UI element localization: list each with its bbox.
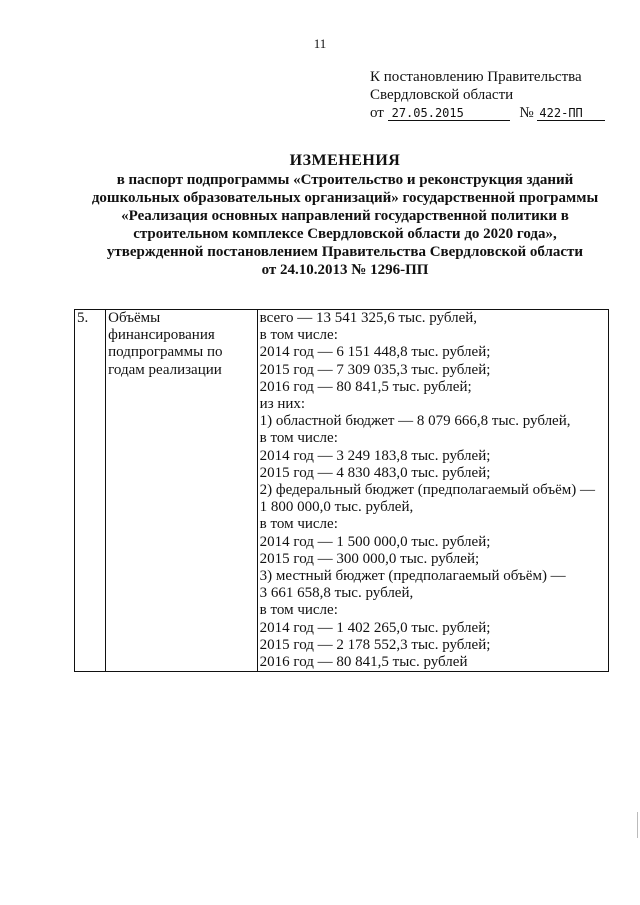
content-line: 2014 год — 1 500 000,0 тыс. рублей;	[259, 533, 491, 550]
content-line: из них:	[259, 396, 306, 413]
name-line: подпрограммы по	[108, 344, 223, 361]
appendix-header	[370, 68, 630, 122]
content-line: 2015 год — 4 830 483,0 тыс. рублей;	[259, 464, 491, 481]
name-line: Объёмы	[108, 310, 161, 326]
content-line: в том числе:	[259, 602, 338, 619]
number-label: №	[519, 105, 534, 121]
name-line: финансирования	[108, 327, 215, 344]
content-line: 2) федеральный бюджет (предполагаемый объём) —	[259, 482, 596, 499]
content-line: в том числе:	[259, 516, 338, 533]
table-row	[75, 310, 609, 672]
resolution-date: 27.05.2015	[388, 106, 510, 121]
title-line: утвержденной постановлением Правительства Свердловской области	[106, 244, 584, 260]
from-label: от	[370, 105, 384, 121]
appendix-line-1: К постановлению Правительства	[370, 69, 582, 85]
title-line: в паспорт подпрограммы «Строительство и реконструкция зданий	[116, 172, 574, 188]
content-line: 2016 год — 80 841,5 тыс. рублей	[259, 654, 468, 671]
passport-table	[74, 309, 609, 672]
appendix-date-number-row	[370, 104, 630, 122]
row-number-cell: 5.	[75, 310, 106, 672]
content-line: 2016 год — 80 841,5 тыс. рублей;	[259, 378, 472, 395]
document-title	[60, 152, 630, 279]
content-line: 2015 год — 7 309 035,3 тыс. рублей;	[259, 361, 491, 378]
title-line: дошкольных образовательных организаций» государственной программы	[91, 190, 599, 206]
title-line: «Реализация основных направлений государственной политики в	[121, 208, 569, 224]
content-line: 1) областной бюджет — 8 079 666,8 тыс. рублей,	[259, 413, 571, 430]
page-number: 11	[313, 36, 327, 51]
row-name-cell	[106, 310, 258, 672]
content-line: 3) местный бюджет (предполагаемый объём) —	[259, 568, 566, 585]
content-line: в том числе:	[259, 327, 338, 344]
content-line: 2014 год — 1 402 265,0 тыс. рублей;	[259, 619, 491, 636]
content-line: всего — 13 541 325,6 тыс. рублей,	[259, 310, 478, 326]
name-line: годам реализации	[108, 361, 222, 378]
content-line: 2014 год — 3 249 183,8 тыс. рублей;	[259, 447, 491, 464]
title-heading: ИЗМЕНЕНИЯ	[289, 152, 401, 169]
content-line: 2014 год — 6 151 448,8 тыс. рублей;	[259, 344, 491, 361]
title-line: строительном комплексе Свердловской области до 2020 года»,	[133, 226, 557, 242]
title-line: от 24.10.2013 № 1296-ПП	[261, 262, 429, 278]
content-line: в том числе:	[259, 430, 338, 447]
content-line: 2015 год — 2 178 552,3 тыс. рублей;	[259, 636, 491, 653]
resolution-number: 422-ПП	[537, 106, 605, 121]
content-line: 3 661 658,8 тыс. рублей,	[259, 585, 414, 602]
appendix-line-2: Свердловской области	[370, 87, 514, 103]
row-content-cell	[257, 310, 608, 672]
scan-edge-mark	[637, 812, 638, 838]
content-line: 2015 год — 300 000,0 тыс. рублей;	[259, 550, 480, 567]
content-line: 1 800 000,0 тыс. рублей,	[259, 499, 414, 516]
